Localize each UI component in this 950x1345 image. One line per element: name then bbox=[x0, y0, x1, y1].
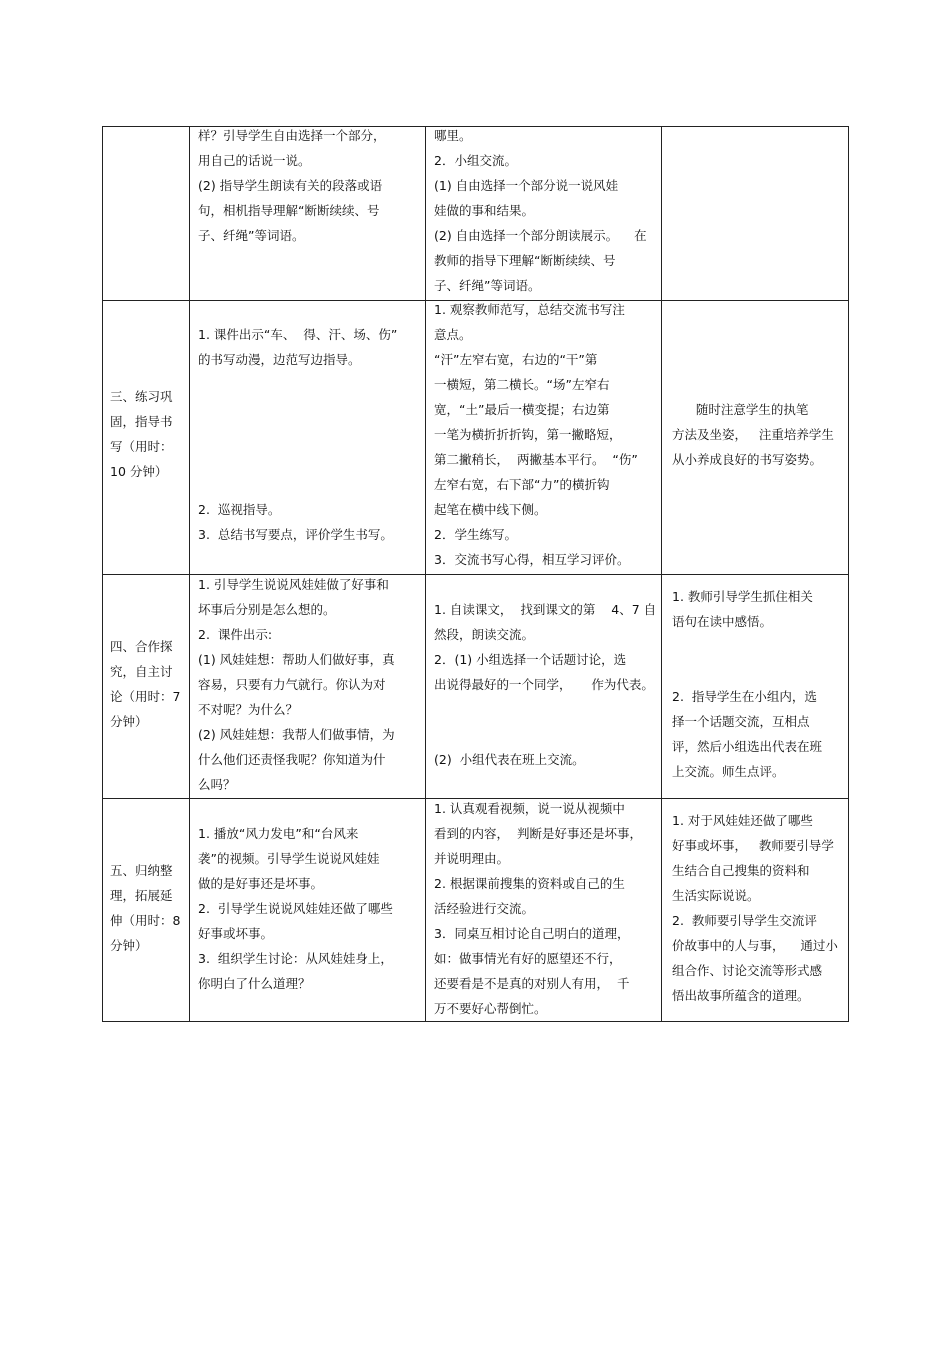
cell-text-line: 第二撇稍长， 两撇基本平行。 “伤” bbox=[434, 452, 638, 467]
teacher-activity-cell bbox=[190, 127, 426, 301]
cell-text-line: 看到的内容， 判断是好事还是坏事， bbox=[434, 826, 642, 841]
cell-text-line: 坏事后分别是怎么想的。 bbox=[198, 602, 336, 617]
lesson-plan-table bbox=[102, 126, 849, 1022]
cell-text-line: 3. 总结书写要点，评价学生书写。 bbox=[198, 527, 393, 542]
stage-cell bbox=[103, 575, 190, 799]
cell-text-line: 分钟） bbox=[110, 714, 148, 729]
stage-cell bbox=[103, 301, 190, 575]
teacher-activity-cell bbox=[190, 799, 426, 1022]
teacher-activity-cell bbox=[190, 301, 426, 575]
cell-text-line: 么吗？ bbox=[198, 777, 236, 792]
cell-text-line: 哪里。 bbox=[434, 128, 472, 143]
cell-text-line: 从小养成良好的书写姿势。 bbox=[672, 452, 823, 467]
cell-text-line: 论（用时：7 bbox=[110, 689, 181, 704]
cell-text-line: 不对呢？为什么？ bbox=[198, 702, 299, 717]
cell-text-line: 意点。 bbox=[434, 327, 472, 342]
cell-text-line: 悟出故事所蕴含的道理。 bbox=[672, 988, 810, 1003]
cell-text-line: 分钟） bbox=[110, 938, 148, 953]
cell-text-line: (2) 风娃娃想：我帮人们做事情，为 bbox=[198, 727, 395, 742]
cell-text-line: 2. 指导学生在小组内，选 bbox=[672, 689, 817, 704]
cell-text-line: 宽，“土”最后一横变提；右边第 bbox=[434, 402, 610, 417]
cell-text-line: 3. 组织学生讨论：从风娃娃身上， bbox=[198, 951, 393, 966]
cell-text-line: 10 分钟） bbox=[110, 464, 168, 479]
cell-text-line: 写（用时： bbox=[110, 439, 173, 454]
cell-text-line: 2．(1) 小组选择一个话题讨论，选 bbox=[434, 652, 627, 667]
table-row bbox=[103, 127, 849, 301]
cell-text-line: 2．学生练写。 bbox=[434, 527, 517, 542]
cell-text-line: 子、纤绳”等词语。 bbox=[198, 228, 305, 243]
cell-text-line: 1. 播放“风力发电”和“台风来 bbox=[198, 826, 359, 841]
cell-text-line: 伸（用时：8 bbox=[110, 913, 181, 928]
cell-text-line: 如：做事情光有好的愿望还不行， bbox=[434, 951, 622, 966]
table-row bbox=[103, 799, 849, 1022]
cell-text-line: 袭”的视频。引导学生说说风娃娃 bbox=[198, 851, 380, 866]
cell-text-line: 的书写动漫，边范写边指导。 bbox=[198, 352, 361, 367]
student-activity-cell bbox=[426, 799, 662, 1022]
cell-text-line: 娃做的事和结果。 bbox=[434, 203, 535, 218]
cell-text-line: 2．小组交流。 bbox=[434, 153, 517, 168]
cell-text-line: 万不要好心帮倒忙。 bbox=[434, 1001, 547, 1016]
stage-cell bbox=[103, 799, 190, 1022]
cell-text-line: 容易，只要有力气就行。你认为对 bbox=[198, 677, 386, 692]
cell-text-line: 2. 巡视指导。 bbox=[198, 502, 281, 517]
cell-text-line: 理，拓展延 bbox=[110, 888, 173, 903]
table-row bbox=[103, 301, 849, 575]
cell-text-line: 句，相机指导理解“断断续续、号 bbox=[198, 203, 380, 218]
cell-text-line: 随时注意学生的执笔 bbox=[672, 402, 809, 417]
cell-text-line: 并说明理由。 bbox=[434, 851, 510, 866]
cell-text-line: 1. 课件出示“车、 得、汗、场、伤” bbox=[198, 327, 398, 342]
cell-text-line: (1) 自由选择一个部分说一说风娃 bbox=[434, 178, 619, 193]
cell-text-line: 组合作、讨论交流等形式感 bbox=[672, 963, 823, 978]
stage-cell bbox=[103, 127, 190, 301]
cell-text-line: 1. 教师引导学生抓住相关 bbox=[672, 589, 813, 604]
cell-text-line: 1. 认真观看视频，说一说从视频中 bbox=[434, 801, 625, 816]
design-intent-cell bbox=[662, 575, 849, 799]
cell-text-line: (1) 风娃娃想：帮助人们做好事，真 bbox=[198, 652, 395, 667]
cell-text-line: 出说得最好的一个同学， 作为代表。 bbox=[434, 677, 654, 692]
cell-text-line: 2. 教师要引导学生交流评 bbox=[672, 913, 817, 928]
cell-text-line: 评，然后小组选出代表在班 bbox=[672, 739, 823, 754]
cell-text-line: 1. 自读课文， 找到课文的第 4、7 自 bbox=[434, 602, 657, 617]
teacher-activity-cell bbox=[190, 575, 426, 799]
cell-text-line: 用自己的话说一说。 bbox=[198, 153, 311, 168]
cell-text-line: 一横短，第二横长。“场”左窄右 bbox=[434, 377, 610, 392]
cell-text-line: 上交流。师生点评。 bbox=[672, 764, 785, 779]
cell-text-line: 好事或坏事。 bbox=[198, 926, 274, 941]
cell-text-line: 1. 观察教师范写，总结交流书写注 bbox=[434, 302, 625, 317]
cell-text-line: 生结合自己搜集的资料和 bbox=[672, 863, 810, 878]
design-intent-cell bbox=[662, 301, 849, 575]
cell-text-line: 2. 根据课前搜集的资料或自己的生 bbox=[434, 876, 625, 891]
cell-text-line: 择一个话题交流，互相点 bbox=[672, 714, 810, 729]
cell-text-line: (2) 自由选择一个部分朗读展示。 在 bbox=[434, 228, 647, 243]
cell-text-line: 固，指导书 bbox=[110, 414, 173, 429]
cell-text-line: 1. 引导学生说说风娃娃做了好事和 bbox=[198, 577, 389, 592]
student-activity-cell bbox=[426, 127, 662, 301]
student-activity-cell bbox=[426, 575, 662, 799]
cell-text-line: 2. 引导学生说说风娃娃还做了哪些 bbox=[198, 901, 393, 916]
cell-text-line: 3．交流书写心得，相互学习评价。 bbox=[434, 552, 630, 567]
cell-text-line: 语句在读中感悟。 bbox=[672, 614, 773, 629]
cell-text-line: 起笔在横中线下侧。 bbox=[434, 502, 547, 517]
cell-text-line: 一笔为横折折折钩，第一撇略短， bbox=[434, 427, 622, 442]
cell-text-line: 方法及坐姿， 注重培养学生 bbox=[672, 427, 834, 442]
cell-text-line: 价故事中的人与事， 通过小 bbox=[672, 938, 838, 953]
cell-text-line: 教师的指导下理解“断断续续、号 bbox=[434, 253, 616, 268]
cell-text-line: 做的是好事还是坏事。 bbox=[198, 876, 324, 891]
cell-text-line: (2) 指导学生朗读有关的段落或语 bbox=[198, 178, 383, 193]
cell-text-line: 样？引导学生自由选择一个部分， bbox=[198, 128, 386, 143]
cell-text-line: 左窄右宽，右下部“力”的横折钩 bbox=[434, 477, 610, 492]
cell-text-line: 生活实际说说。 bbox=[672, 888, 760, 903]
cell-text-line: (2) 小组代表在班上交流。 bbox=[434, 752, 585, 767]
cell-text-line: 究，自主讨 bbox=[110, 664, 173, 679]
cell-text-line: 你明白了什么道理？ bbox=[198, 976, 311, 991]
design-intent-cell bbox=[662, 127, 849, 301]
design-intent-cell bbox=[662, 799, 849, 1022]
cell-text-line: 还要看是不是真的对别人有用， 千 bbox=[434, 976, 630, 991]
cell-text-line: 2. 课件出示: bbox=[198, 627, 273, 642]
student-activity-cell bbox=[426, 301, 662, 575]
cell-text-line: 活经验进行交流。 bbox=[434, 901, 535, 916]
cell-text-line: 子、纤绳”等词语。 bbox=[434, 278, 541, 293]
cell-text-line: 然段，朗读交流。 bbox=[434, 627, 535, 642]
cell-text-line: 1. 对于风娃娃还做了哪些 bbox=[672, 813, 813, 828]
cell-text-line: 五、归纳整 bbox=[110, 863, 173, 878]
cell-text-line: “汗”左窄右宽，右边的“干”第 bbox=[434, 352, 598, 367]
cell-text-line: 四、合作探 bbox=[110, 639, 173, 654]
cell-text-line: 好事或坏事， 教师要引导学 bbox=[672, 838, 834, 853]
table-row bbox=[103, 575, 849, 799]
cell-text-line: 三、练习巩 bbox=[110, 389, 173, 404]
cell-text-line: 什么他们还责怪我呢？你知道为什 bbox=[198, 752, 386, 767]
cell-text-line: 3．同桌互相讨论自己明白的道理， bbox=[434, 926, 630, 941]
